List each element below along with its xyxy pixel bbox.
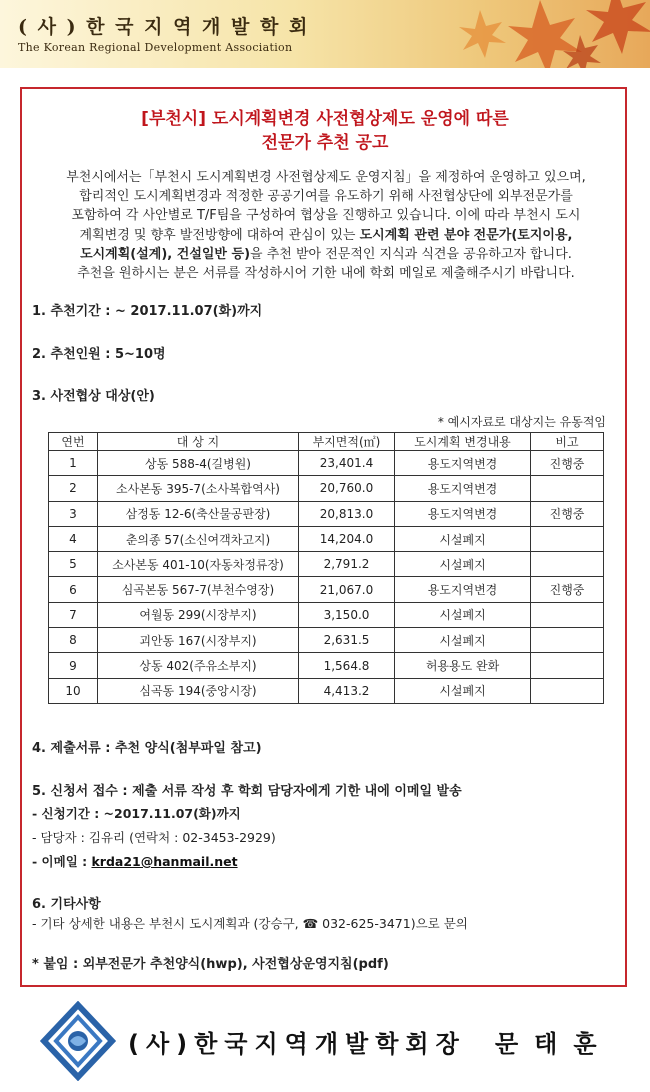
col-header-no: 연번: [49, 433, 98, 451]
cell-change: 허용용도 완화: [395, 653, 531, 678]
cell-area: 2,791.2: [299, 552, 395, 577]
cell-area: 21,067.0: [299, 577, 395, 602]
cell-remark: [531, 602, 604, 627]
cell-remark: [531, 653, 604, 678]
cell-change: 시설폐지: [395, 526, 531, 551]
cell-change: 시설폐지: [395, 552, 531, 577]
cell-remark: [531, 678, 604, 703]
intro-line: 합리적인 도시계획변경과 적정한 공공기여를 유도하기 위해 사전협상단에 외부전문가를: [79, 189, 573, 205]
cell-remark: 진행중: [531, 577, 604, 602]
table-row: [49, 501, 604, 526]
section-recommend-count: 2. 추천인원 : 5~10명: [32, 347, 166, 362]
table-row: [49, 577, 604, 602]
attachments: * 붙임 : 외부전문가 추천양식(hwp), 사전협상운영지침(pdf): [32, 957, 389, 972]
table-row: [49, 628, 604, 653]
cell-remark: [531, 526, 604, 551]
cell-remark: [531, 628, 604, 653]
maple-leaf-icon: [420, 0, 650, 68]
table-row: [49, 552, 604, 577]
header-banner: [0, 0, 650, 68]
application-email-row: [32, 852, 238, 870]
cell-remark: [531, 552, 604, 577]
cell-remark: 진행중: [531, 451, 604, 476]
intro-line: [30, 226, 622, 245]
footer-organization: (사)한국지역개발학회장: [128, 1030, 466, 1058]
intro-paragraph: [30, 168, 622, 283]
cell-area: 1,564.8: [299, 653, 395, 678]
cell-change: 시설폐지: [395, 678, 531, 703]
col-header-change: 도시계획 변경내용: [395, 433, 531, 451]
association-logo-icon: [40, 1001, 116, 1081]
application-contact: - 담당자 : 김유리 (연락처 : 02-3453-2929): [32, 830, 276, 845]
email-label: - 이메일 :: [32, 854, 92, 869]
cell-change: 용도지역변경: [395, 577, 531, 602]
cell-site: 여월동 299(시장부지): [98, 602, 299, 627]
cell-site: 춘의종 57(소신여객차고지): [98, 526, 299, 551]
misc-text: - 기타 상세한 내용은 부천시 도시계획과 (강승구, ☎ 032-625-3471)으로 문의: [32, 916, 468, 931]
intro-line: [30, 245, 622, 264]
table-row: [49, 678, 604, 703]
cell-change: 시설폐지: [395, 628, 531, 653]
col-header-site: 대 상 지: [98, 433, 299, 451]
email-link[interactable]: krda21@hanmail.net: [91, 854, 238, 869]
cell-remark: [531, 476, 604, 501]
cell-change: 용도지역변경: [395, 501, 531, 526]
table-row: [49, 653, 604, 678]
cell-no: 4: [49, 526, 98, 551]
cell-no: 2: [49, 476, 98, 501]
cell-change: 용도지역변경: [395, 451, 531, 476]
page-title-line2: 전문가 추천 공고: [261, 133, 389, 153]
intro-line: 추천을 원하시는 분은 서류를 작성하시어 기한 내에 학회 메일로 제출해주시기 바랍니다.: [77, 266, 575, 282]
cell-area: 20,760.0: [299, 476, 395, 501]
cell-area: 14,204.0: [299, 526, 395, 551]
cell-no: 8: [49, 628, 98, 653]
intro-text: 계획변경 및 향후 발전방향에 대하여 관심이 있는: [79, 227, 360, 243]
target-sites-table: [48, 432, 604, 704]
table-row: [49, 476, 604, 501]
cell-site: 심곡본동 567-7(부천수영장): [98, 577, 299, 602]
section-misc: 6. 기타사항: [32, 897, 101, 912]
header-org-korean: ( 사 ) 한 국 지 역 개 발 학 회: [18, 16, 310, 38]
cell-area: 2,631.5: [299, 628, 395, 653]
table-row: [49, 602, 604, 627]
section-recommend-period: 1. 추천기간 : ~ 2017.11.07(화)까지: [32, 304, 263, 319]
intro-line: 부천시에서는「부천시 도시계획변경 사전협상제도 운영지침」을 제정하여 운영하고 있으며,: [66, 170, 586, 185]
footer-president-name: 문태훈: [495, 1030, 613, 1058]
cell-site: 삼정동 12-6(축산물공판장): [98, 501, 299, 526]
application-deadline: - 신청기간 : ~2017.11.07(화)까지: [32, 806, 241, 821]
cell-area: 3,150.0: [299, 602, 395, 627]
cell-no: 10: [49, 678, 98, 703]
table-header-row: [49, 433, 604, 451]
section-target-sites: 3. 사전협상 대상(안): [32, 389, 155, 404]
cell-site: 소사본동 395-7(소사복합역사): [98, 476, 299, 501]
table-note: * 예시자료로 대상지는 유동적임: [437, 415, 606, 429]
header-org-english: The Korean Regional Development Association: [18, 41, 293, 54]
cell-area: 20,813.0: [299, 501, 395, 526]
intro-emphasis: 도시계획 관련 분야 전문가(토지이용,: [359, 227, 573, 243]
cell-site: 상동 588-4(길병원): [98, 451, 299, 476]
section-application: 5. 신청서 접수 : 제출 서류 작성 후 학회 담당자에게 기한 내에 이메일 발송: [32, 784, 462, 799]
col-header-area: 부지면적(㎡): [299, 433, 395, 451]
cell-site: 소사본동 401-10(자동차정류장): [98, 552, 299, 577]
page-title-line1: [부천시] 도시계획변경 사전협상제도 운영에 따른: [141, 109, 509, 129]
table-row: [49, 526, 604, 551]
cell-site: 심곡동 194(중앙시장): [98, 678, 299, 703]
cell-no: 9: [49, 653, 98, 678]
table-row: [49, 451, 604, 476]
cell-area: 23,401.4: [299, 451, 395, 476]
cell-no: 7: [49, 602, 98, 627]
cell-site: 상동 402(주유소부지): [98, 653, 299, 678]
cell-no: 5: [49, 552, 98, 577]
cell-change: 시설폐지: [395, 602, 531, 627]
cell-site: 괴안동 167(시장부지): [98, 628, 299, 653]
intro-text: 을 추천 받아 전문적인 지식과 식견을 공유하고자 합니다.: [250, 246, 572, 262]
cell-remark: 진행중: [531, 501, 604, 526]
cell-area: 4,413.2: [299, 678, 395, 703]
table-body: [49, 451, 604, 704]
cell-change: 용도지역변경: [395, 476, 531, 501]
intro-emphasis: 도시계획(설계), 건설일반 등): [80, 246, 251, 262]
section-submit-docs: 4. 제출서류 : 추천 양식(첨부파일 참고): [32, 741, 262, 756]
intro-line: 포함하여 각 사안별로 T/F팀을 구성하여 협상을 진행하고 있습니다. 이에 따라 부천시 도시: [71, 208, 581, 224]
col-header-remark: 비고: [531, 433, 604, 451]
cell-no: 1: [49, 451, 98, 476]
cell-no: 3: [49, 501, 98, 526]
cell-no: 6: [49, 577, 98, 602]
